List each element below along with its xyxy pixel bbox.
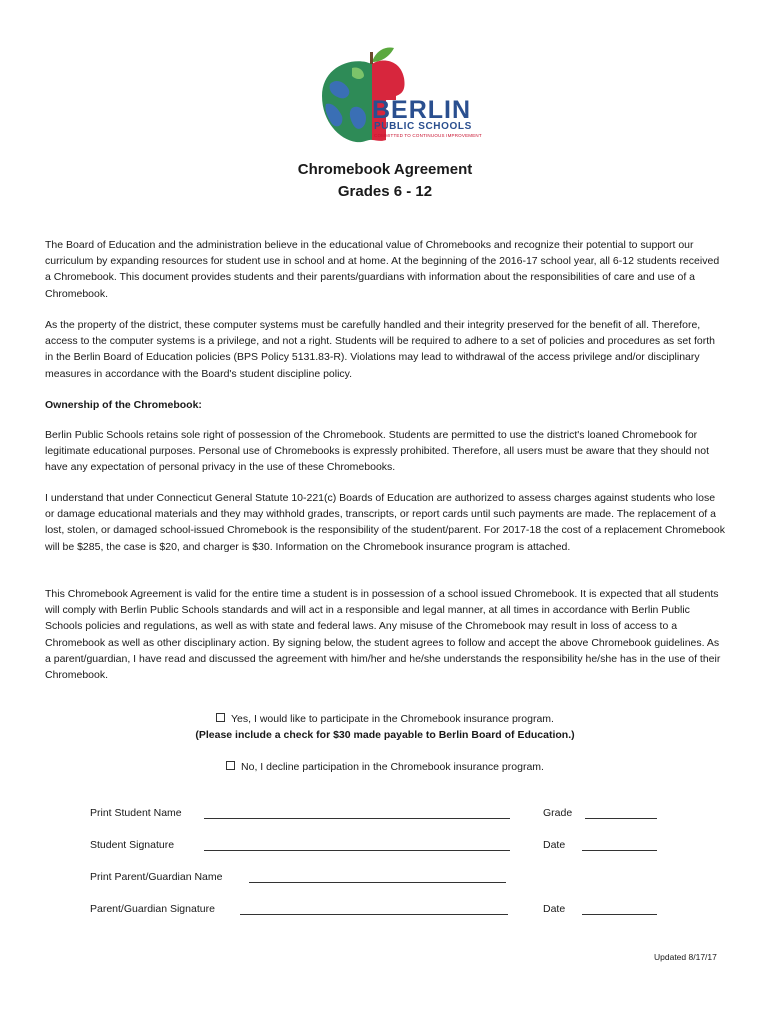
logo-tagline: COMMITTED TO CONTINUOUS IMPROVEMENT — [374, 133, 482, 138]
updated-date: Updated 8/17/17 — [654, 952, 717, 962]
logo-subtitle: PUBLIC SCHOOLS — [374, 121, 472, 132]
parent-signature-label: Parent/Guardian Signature — [90, 903, 215, 915]
student-name-label: Print Student Name — [90, 807, 182, 819]
grade-label: Grade — [543, 807, 573, 819]
student-signature-label: Student Signature — [90, 839, 175, 851]
no-label: No, I decline participation in the Chromebook insurance program. — [241, 761, 544, 773]
agreement-paragraph: This Chromebook Agreement is valid for the entire time a student is in possession of a school issued Chromebook. It is expected that all students will comply with Berlin Public Schools standards and will act in a responsible and legal manner, at all times in accordance with Berlin Public Schools policies and regulations, as well as with state and federal laws. Any misuse of the Chromebook may result in loss of access to a Chromebook as well as other disciplinary action. By signing below, the student agrees to follow and accept the above Chromebook guidelines. As a parent/guardian, I have read and discussed the agreement with him/her and he/she understands the responsibility he/she has in the use of their Chromebook. — [45, 588, 721, 682]
ownership-heading: Ownership of the Chromebook: — [45, 399, 202, 411]
student-name-field[interactable] — [204, 818, 510, 819]
grade-field[interactable] — [585, 818, 657, 819]
date-field-2[interactable] — [582, 914, 657, 915]
parent-signature-field[interactable] — [240, 914, 508, 915]
date-label-1: Date — [543, 839, 566, 851]
ownership-paragraph: Berlin Public Schools retains sole right of possession of the Chromebook. Students are permitted to use the district's loaned Chromebook for legitimate educational purposes. Personal use of Chromebooks is expressly prohibited. Therefore, all users must be aware that they should not have any expectation of personal privacy in the use of these Chromebooks. — [45, 429, 710, 474]
date-label-2: Date — [543, 903, 566, 915]
yes-checkbox[interactable] — [216, 713, 225, 722]
yes-label: Yes, I would like to participate in the Chromebook insurance program. — [231, 713, 554, 725]
insurance-no-option[interactable] — [0, 760, 770, 774]
no-checkbox[interactable] — [226, 761, 235, 770]
insurance-yes-note: (Please include a check for $30 made payable to Berlin Board of Education.) — [195, 729, 575, 741]
date-field-1[interactable] — [582, 850, 657, 851]
student-signature-field[interactable] — [204, 850, 510, 851]
insurance-yes-option[interactable] — [0, 712, 770, 726]
statute-paragraph: I understand that under Connecticut General Statute 10-221(c) Boards of Education are authorized to assess charges against students who lose or damage educational materials and they may withhold grades, transcripts, or report cards until such payments are made. The replacement of a lost, stolen, or damaged school-issued Chromebook is the responsibility of the student/parent. For 2017-18 the cost of a replacement Chromebook will be $285, the case is $20, and charger is $30. Information on the Chromebook insurance program is attached. — [45, 492, 725, 553]
logo-name: BERLIN — [372, 96, 472, 124]
document-title: Chromebook Agreement — [297, 161, 473, 178]
document-subtitle: Grades 6 - 12 — [337, 183, 433, 200]
intro-paragraph: The Board of Education and the administration believe in the educational value of Chromebooks and recognize their potential to support our curriculum by expanding resources for student use in school and at home. At the beginning of the 2016-17 school year, all 6-12 students received a Chromebook. This document provides students and their parents/guardians with information about the responsibilities of care and use of a Chromebook. — [45, 239, 720, 300]
property-paragraph: As the property of the district, these computer systems must be carefully handled and their integrity preserved for the benefit of all. Therefore, access to the computer systems is a privilege, and not a right. Students will be required to adhere to a set of policies and procedures as set forth in the Berlin Board of Education policies (BPS Policy 5131.83-R). Violations may lead to withdrawal of the access privilege and/or disciplinary measures in accordance with the Board's student discipline policy. — [45, 319, 716, 380]
parent-name-label: Print Parent/Guardian Name — [90, 871, 223, 883]
parent-name-field[interactable] — [249, 882, 506, 883]
